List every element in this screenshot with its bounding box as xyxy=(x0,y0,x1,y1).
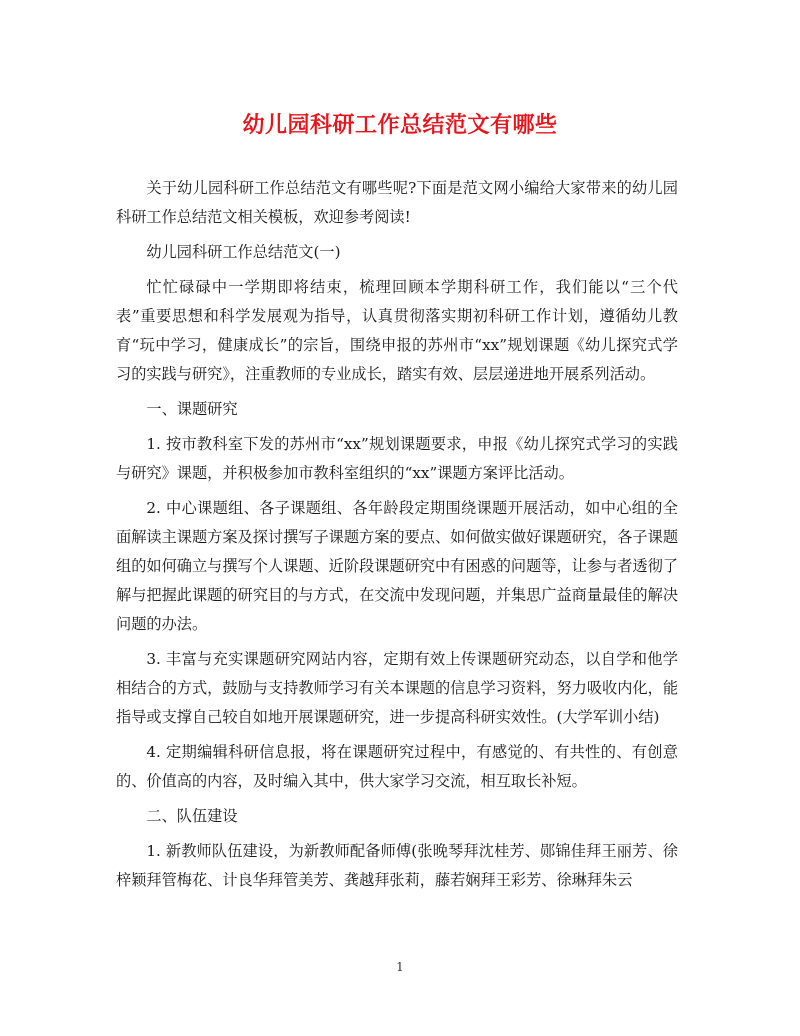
section-heading-team: 二、队伍建设 xyxy=(146,807,238,825)
section-heading-research: 一、课题研究 xyxy=(146,400,238,418)
paragraph-research-3: 3. 丰富与充实课题研究网站内容，定期有效上传课题研究动态，以自学和他学相结合的方式，鼓励与支持教师学习有关本课题的信息学习资料，努力吸收内化，能指导或支撑自己较自如地开展课题研究，进一步提高科研实效性。(大学军训小结) xyxy=(116,650,678,726)
paragraph-research-2: 2. 中心课题组、各子课题组、各年龄段定期围绕课题开展活动，如中心组的全面解读主课题方案及探讨撰写子课题方案的要点、如何做实做好课题研究，各子课题组的如何确立与撰写个人课题、近阶段课题研究中有困惑的问题等，让参与者透彻了解与把握此课题的研究目的与方式，在交流中发现问题，并集思广益商量最佳的解决问题的办法。 xyxy=(116,499,678,633)
paragraph-research-1: 1. 按市教科室下发的苏州市“xx”规划课题要求，申报《幼儿探究式学习的实践与研究》课题，并积极参加市教科室组织的“xx”课题方案评比活动。 xyxy=(116,435,678,482)
paragraph-research-4: 4. 定期编辑科研信息报，将在课题研究过程中，有感觉的、有共性的、有创意的、价值高的内容，及时编入其中，供大家学习交流，相互取长补短。 xyxy=(116,743,678,790)
section-heading-example-1: 幼儿园科研工作总结范文(一) xyxy=(146,243,341,261)
paragraph-team-1: 1. 新教师队伍建设，为新教师配备师傅(张晚琴拜沈桂芳、郧锦佳拜王丽芳、徐梓颖拜管梅花、计良华拜管美芳、龚越拜张莉，藤若娴拜王彩芳、徐琳拜朱云 xyxy=(116,842,678,889)
paragraph-overview: 忙忙碌碌中一学期即将结束，梳理回顾本学期科研工作，我们能以“三个代表”重要思想和科学发展观为指导，认真贯彻落实期初科研工作计划，遵循幼儿教育“玩中学习，健康成长”的宗旨，围绕申报的苏州市“xx”规划课题《幼儿探究式学习的实践与研究》，注重教师的专业成长，踏实有效、层层递进地开展系列活动。 xyxy=(116,278,678,383)
document-title: 幼儿园科研工作总结范文有哪些 xyxy=(242,112,558,138)
document-body xyxy=(116,174,678,901)
page-number: 1 xyxy=(396,960,404,974)
paragraph-intro: 关于幼儿园科研工作总结范文有哪些呢?下面是范文网小编给大家带来的幼儿园科研工作总结范文相关模板，欢迎参考阅读! xyxy=(116,179,678,226)
